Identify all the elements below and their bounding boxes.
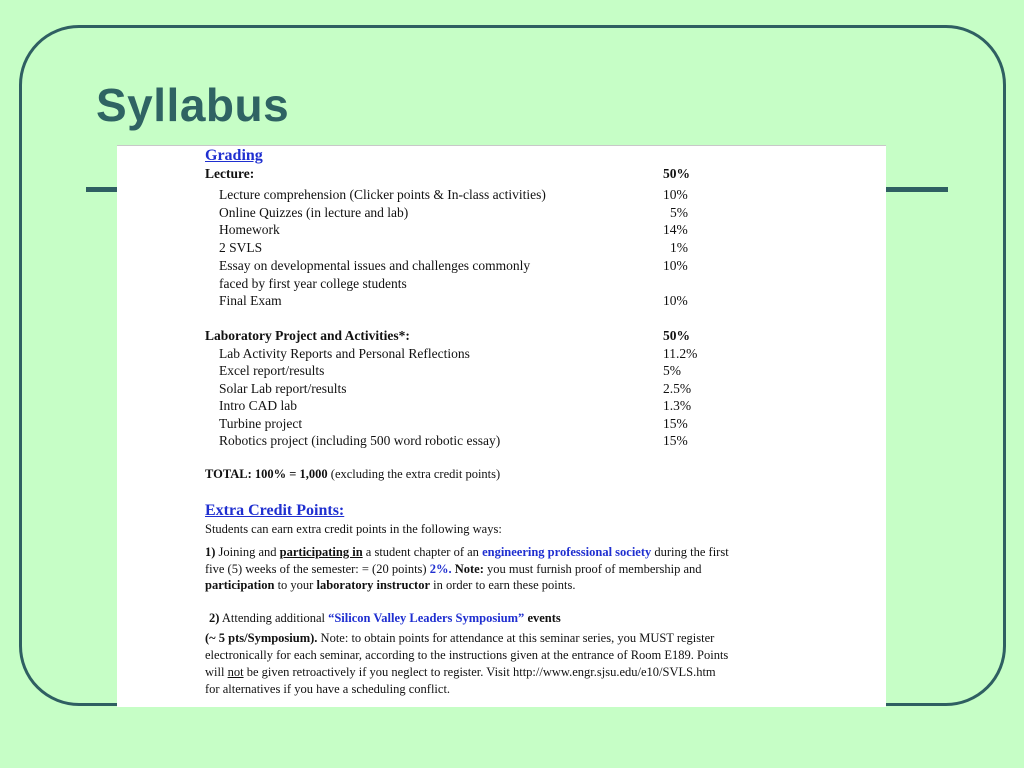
- lab-item-pct: 5%: [663, 363, 681, 378]
- slide-title: Syllabus: [96, 79, 290, 131]
- lab-item-pct: 15%: [663, 416, 688, 431]
- lecture-item-pct: 10%: [663, 187, 688, 202]
- lecture-total: 50%: [663, 166, 690, 181]
- title-rule-left: [86, 187, 118, 192]
- extra-credit-heading: Extra Credit Points:: [205, 502, 345, 519]
- lab-item-pct: 15%: [663, 433, 688, 448]
- lecture-item-pct: 5%: [670, 205, 688, 220]
- extra-item-1-line: 1) Joining and participating in a student chapter of an engineering professional society during the first: [205, 545, 729, 559]
- lecture-item-name: Lecture comprehension (Clicker points & In-class activities): [219, 187, 546, 202]
- lab-item-name: Turbine project: [219, 416, 303, 431]
- extra-item-1-line: participation to your laboratory instructor in order to earn these points.: [205, 578, 576, 592]
- grading-heading: Grading: [205, 147, 263, 164]
- extra-item-1-line: five (5) weeks of the semester: = (20 points) 2%. Note: you must furnish proof of membership and: [205, 562, 702, 576]
- lecture-item-name: Online Quizzes (in lecture and lab): [219, 205, 409, 220]
- title-rule-right: [886, 187, 948, 192]
- lecture-label: Lecture:: [205, 166, 255, 181]
- lecture-item-name: Homework: [219, 222, 280, 237]
- lab-item-pct: 2.5%: [663, 381, 692, 396]
- lab-total: 50%: [663, 328, 690, 343]
- lab-item-name: Robotics project (including 500 word robotic essay): [219, 433, 501, 448]
- extra-credit-intro: Students can earn extra credit points in the following ways:: [205, 522, 502, 536]
- lecture-item-pct: 10%: [663, 293, 688, 308]
- lab-item-pct: 11.2%: [663, 346, 698, 361]
- extra-item-2-line: electronically for each seminar, according to the instructions given at the entrance of Room E189. Points: [205, 648, 729, 662]
- extra-item-2-line: 2) Attending additional “Silicon Valley Leaders Symposium” events: [209, 611, 561, 625]
- syllabus-document: [117, 145, 886, 707]
- lab-item-name: Lab Activity Reports and Personal Reflections: [219, 346, 470, 361]
- grading-total: TOTAL: 100% = 1,000 (excluding the extra credit points): [205, 467, 501, 481]
- extra-item-2-line: will not be given retroactively if you neglect to register. Visit http://www.engr.sjsu.edu/e10/SVLS.htm: [205, 665, 716, 679]
- lecture-item-name-cont: faced by first year college students: [219, 276, 407, 291]
- lecture-item-pct: 14%: [663, 222, 688, 237]
- lecture-item-pct: 10%: [663, 258, 688, 273]
- lab-item-name: Intro CAD lab: [219, 398, 297, 413]
- lecture-item-pct: 1%: [670, 240, 688, 255]
- lecture-item-name: 2 SVLS: [219, 240, 263, 255]
- lab-item-pct: 1.3%: [663, 398, 692, 413]
- lab-item-name: Solar Lab report/results: [219, 381, 347, 396]
- lecture-item-name: Essay on developmental issues and challenges commonly: [219, 258, 531, 273]
- lab-label: Laboratory Project and Activities*:: [205, 328, 410, 343]
- extra-item-2-line: for alternatives if you have a scheduling conflict.: [205, 682, 451, 696]
- extra-item-2-line: (~ 5 pts/Symposium). Note: to obtain points for attendance at this seminar series, you MUST register: [205, 631, 715, 645]
- lecture-item-name: Final Exam: [219, 293, 282, 308]
- lab-item-name: Excel report/results: [219, 363, 325, 378]
